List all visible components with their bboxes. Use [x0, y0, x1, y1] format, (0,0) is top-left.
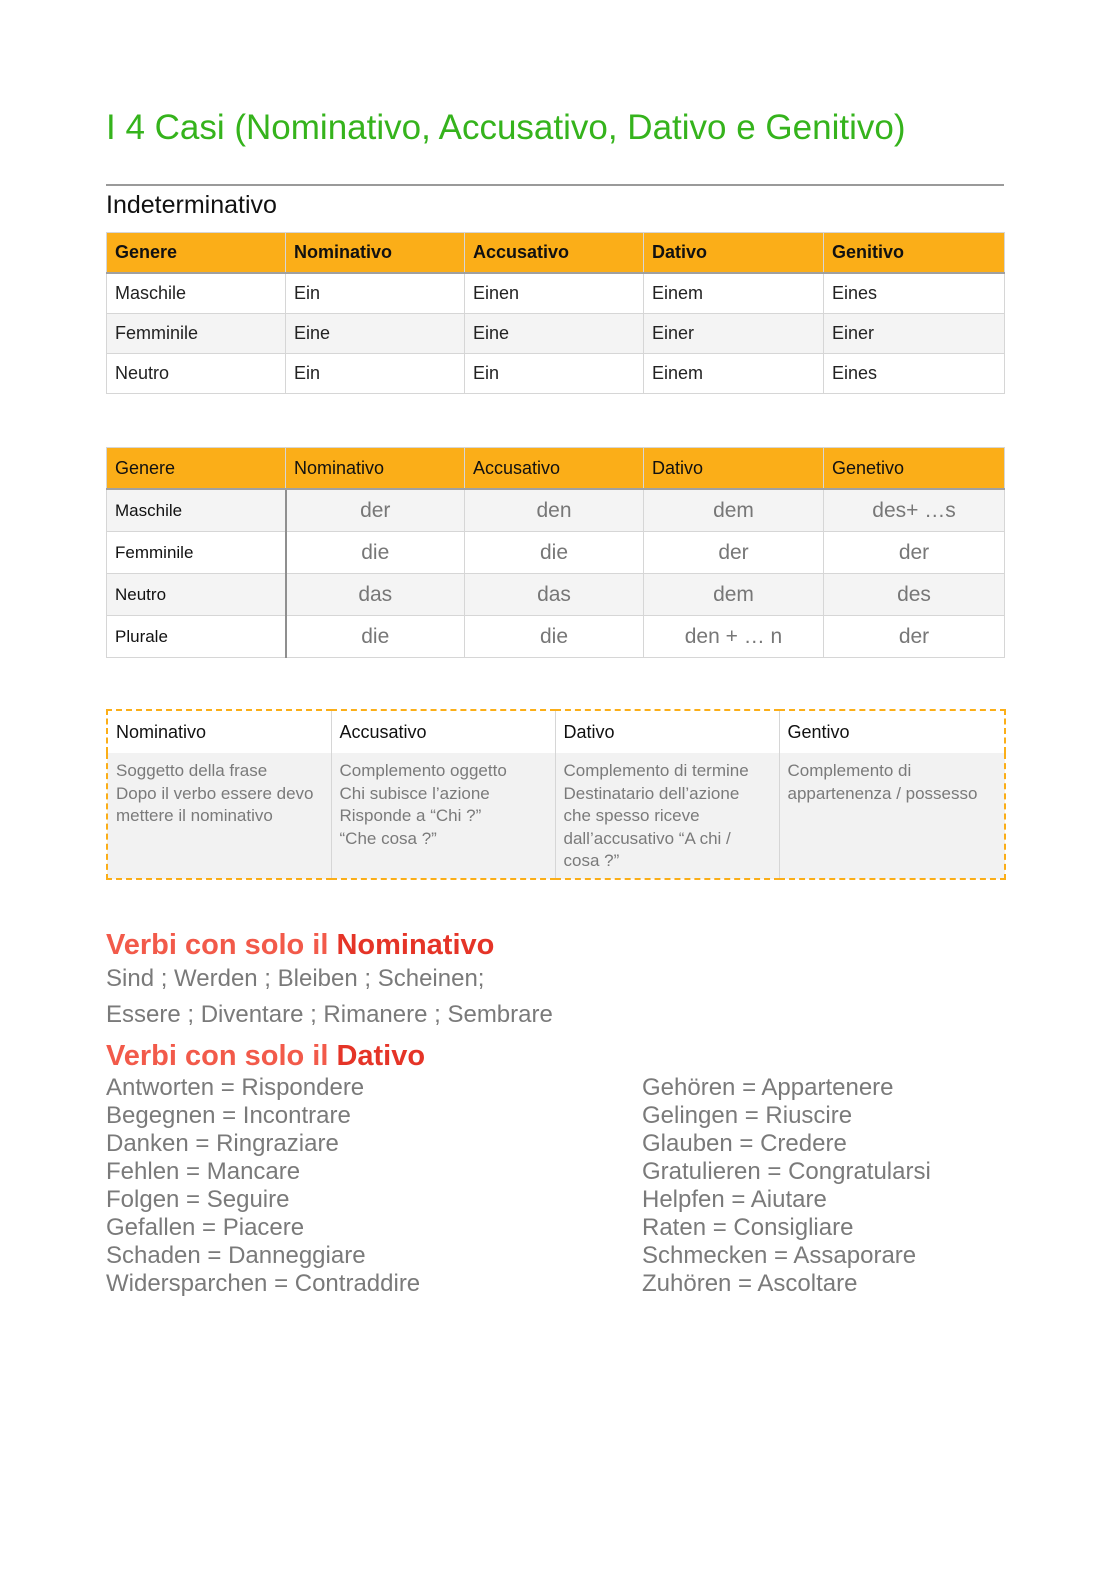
list-item: Raten = Consigliare — [642, 1214, 854, 1241]
table-row — [107, 354, 1005, 394]
table-row — [107, 489, 1005, 532]
description-cell — [555, 753, 779, 879]
list-item: Antworten = Rispondere — [106, 1074, 365, 1101]
row-header-cell: Femminile — [107, 532, 286, 574]
page-title: I 4 Casi (Nominativo, Accusativo, Dativo e Genitivo) — [106, 108, 906, 147]
description-line: Risponde a “Chi ?” — [339, 806, 482, 825]
header-cell: Genere — [107, 233, 286, 274]
header-cell: Dativo — [644, 233, 824, 274]
header-cell: Dativo — [644, 448, 824, 490]
table-cell: das — [465, 574, 644, 616]
table-cell: Femminile — [107, 314, 286, 354]
table-cell: Eines — [824, 273, 1005, 314]
nominativo-verbs-italian: Essere ; Diventare ; Rimanere ; Sembrare — [106, 1001, 553, 1028]
table-cell: die — [286, 616, 465, 658]
header-cell: Nominativo — [286, 233, 465, 274]
description-line: che spesso riceve — [563, 806, 700, 825]
table-row — [107, 532, 1005, 574]
list-item: Schmecken = Assaporare — [642, 1242, 917, 1269]
list-item: Gratulieren = Congratularsi — [642, 1158, 931, 1185]
row-header-cell: Neutro — [107, 574, 286, 616]
table-cell: Einer — [644, 314, 824, 354]
description-line: Dopo il verbo essere devo — [116, 783, 314, 803]
table-cell: Einer — [824, 314, 1005, 354]
table-header-row — [107, 710, 1005, 753]
table-cell: Neutro — [107, 354, 286, 394]
header-cell: Genetivo — [824, 448, 1005, 490]
table-cell: Einem — [644, 354, 824, 394]
table-cell: der — [644, 532, 824, 574]
description-line: Complemento oggetto — [339, 761, 507, 780]
table-cell: die — [465, 532, 644, 574]
description-line: cosa ?” — [563, 851, 620, 870]
header-cell: Gentivo — [779, 710, 1005, 753]
header-cell: Nominativo — [286, 448, 465, 490]
table-cell: der — [824, 532, 1005, 574]
table-cell: Ein — [286, 273, 465, 314]
description-cell — [107, 753, 331, 879]
description-line: Soggetto della frase — [116, 761, 268, 780]
table-cell: Einem — [644, 273, 824, 314]
list-item: Gelingen = Riuscire — [642, 1102, 853, 1129]
table-cell: Einen — [465, 273, 644, 314]
table-cell: den + … n — [644, 616, 824, 658]
definite-article-table — [106, 447, 1005, 658]
list-item: Gefallen = Piacere — [106, 1214, 305, 1241]
table-cell: Ein — [465, 354, 644, 394]
row-header-cell: Maschile — [107, 489, 286, 532]
dativo-verbs-list-left — [106, 1074, 420, 1298]
header-cell: Accusativo — [465, 448, 644, 490]
table-cell: des — [824, 574, 1005, 616]
description-line: “Che cosa ?” — [339, 828, 437, 848]
dativo-verbs-list-right — [642, 1074, 931, 1298]
heading-case: Nominativo — [336, 929, 495, 961]
list-item: Schaden = Danneggiare — [106, 1242, 366, 1269]
list-item: Gehören = Appartenere — [642, 1074, 894, 1101]
table-header-row — [107, 233, 1005, 274]
description-line: Complemento di — [787, 761, 912, 780]
table-cell: den — [465, 489, 644, 532]
table-cell: das — [286, 574, 465, 616]
dativo-verbs-heading — [106, 1040, 425, 1073]
header-cell: Genere — [107, 448, 286, 490]
nominativo-verbs-heading — [106, 929, 494, 962]
list-item: Zuhören = Ascoltare — [642, 1270, 858, 1297]
row-header-cell: Plurale — [107, 616, 286, 658]
list-item: Widersparchen = Contraddire — [106, 1270, 421, 1297]
header-cell: Genitivo — [824, 233, 1005, 274]
table-cell: Eine — [286, 314, 465, 354]
table-cell: Maschile — [107, 273, 286, 314]
header-cell: Accusativo — [465, 233, 644, 274]
table-cell: Ein — [286, 354, 465, 394]
table-cell: dem — [644, 489, 824, 532]
table-cell: Eines — [824, 354, 1005, 394]
table-cell: Eine — [465, 314, 644, 354]
table-cell: dem — [644, 574, 824, 616]
heading-lead: Verbi con solo il — [106, 929, 337, 961]
description-line: Chi subisce l’azione — [339, 783, 490, 803]
case-descriptions-table — [106, 709, 1006, 880]
table-row — [107, 616, 1005, 658]
table-row — [107, 314, 1005, 354]
list-item: Fehlen = Mancare — [106, 1158, 301, 1185]
table-cell: der — [286, 489, 465, 532]
indefinite-article-table — [106, 232, 1005, 394]
table-cell: die — [286, 532, 465, 574]
header-cell: Dativo — [555, 710, 779, 753]
table-row — [107, 574, 1005, 616]
table-cell: des+ …s — [824, 489, 1005, 532]
description-line: Destinatario dell’azione — [563, 783, 740, 803]
table-cell: die — [465, 616, 644, 658]
table-cell: der — [824, 616, 1005, 658]
description-line: mettere il nominativo — [116, 806, 273, 825]
description-cell — [779, 753, 1005, 879]
header-cell: Accusativo — [331, 710, 555, 753]
nominativo-verbs-german: Sind ; Werden ; Bleiben ; Scheinen; — [106, 965, 485, 992]
list-item: Danken = Ringraziare — [106, 1130, 339, 1157]
heading-lead: Verbi con solo il — [106, 1040, 337, 1072]
description-line: dall’accusativo “A chi / — [563, 828, 731, 848]
title-divider — [106, 184, 1004, 186]
table-row — [107, 273, 1005, 314]
table-row — [107, 753, 1005, 879]
description-cell — [331, 753, 555, 879]
header-cell: Nominativo — [107, 710, 331, 753]
indeterminativo-label: Indeterminativo — [106, 191, 277, 219]
heading-case: Dativo — [336, 1040, 426, 1072]
list-item: Helpfen = Aiutare — [642, 1186, 827, 1213]
list-item: Folgen = Seguire — [106, 1186, 290, 1213]
list-item: Begegnen = Incontrare — [106, 1102, 351, 1129]
list-item: Glauben = Credere — [642, 1130, 847, 1157]
table-header-row — [107, 448, 1005, 490]
description-line: Complemento di termine — [563, 761, 749, 780]
description-line: appartenenza / possesso — [787, 783, 978, 803]
